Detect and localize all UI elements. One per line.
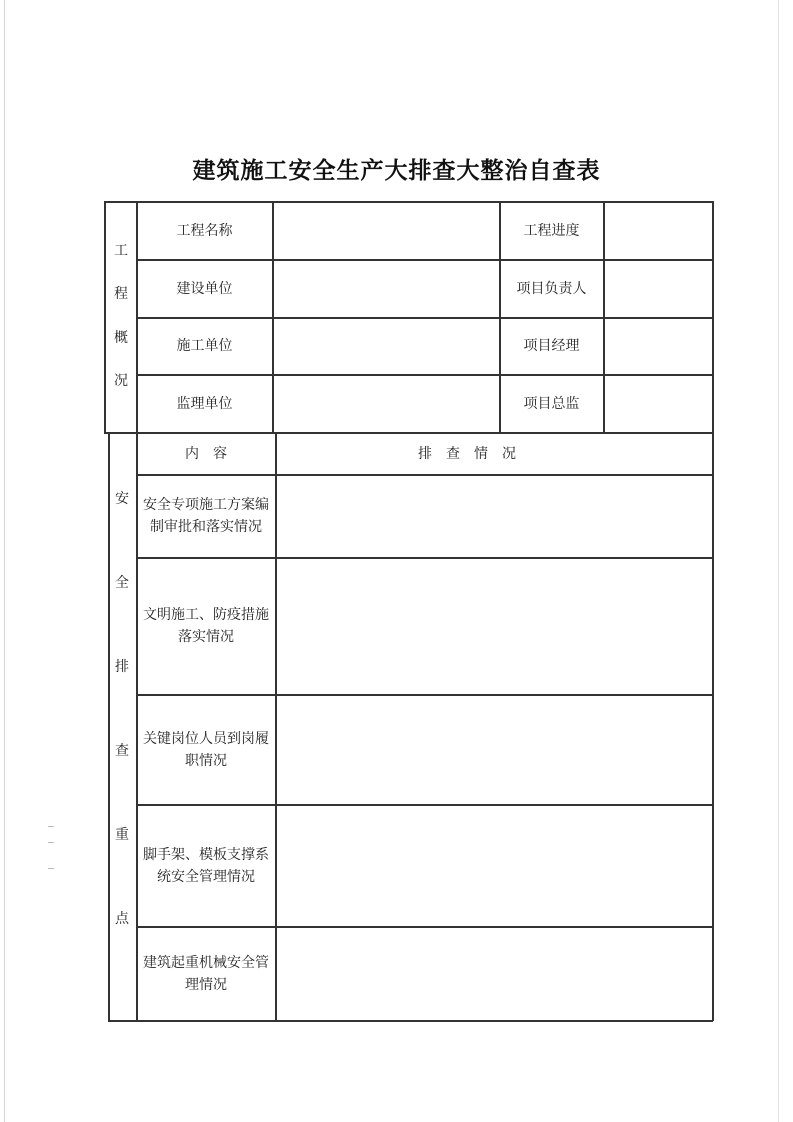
section-label-char: 工 (114, 243, 128, 259)
chief-supervisor-field[interactable] (604, 375, 712, 432)
inspection-item-content: 安全专项施工方案编制审批和落实情况 (143, 497, 269, 535)
supervision-unit-field[interactable] (273, 375, 499, 432)
document-title: 建筑施工安全生产大排查大整治自查表 (192, 157, 601, 184)
inspection-item-content: 关键岗位人员到岗履职情况 (143, 730, 269, 769)
supervision-unit-label: 监理单位 (176, 395, 233, 412)
section-label-char: 程 (114, 286, 128, 303)
content-column-header: 内 容 (185, 445, 227, 462)
section-label-char: 安 (115, 491, 129, 507)
inspection-item-status-field[interactable] (276, 475, 712, 557)
section-label-char: 况 (114, 372, 128, 389)
owner-unit-label: 建设单位 (176, 280, 233, 297)
project-leader-label: 项目负责人 (516, 280, 587, 297)
section-label-char: 概 (114, 329, 128, 346)
project-name-field[interactable] (273, 202, 499, 259)
binding-mark (48, 826, 54, 827)
owner-unit-field[interactable] (273, 260, 499, 317)
inspection-item-status-field[interactable] (276, 695, 712, 804)
binding-mark (48, 842, 54, 843)
inspection-item-content: 建筑起重机械安全管理情况 (143, 954, 269, 993)
project-manager-label: 项目经理 (523, 338, 580, 354)
overview-section-label (106, 240, 136, 390)
status-column-header: 排 查 情 况 (418, 445, 516, 462)
section-label-char: 重 (115, 827, 129, 843)
inspection-item-status-field[interactable] (276, 805, 712, 926)
inspection-item-content: 文明施工、防疫措施落实情况 (143, 607, 269, 645)
section-label-char: 排 (115, 659, 129, 675)
inspection-item-status-field[interactable] (276, 927, 712, 1020)
inspection-section-label (108, 488, 136, 928)
inspection-item-content: 脚手架、模板支撑系统安全管理情况 (143, 846, 269, 885)
binding-mark (48, 868, 54, 869)
project-name-label: 工程名称 (176, 222, 233, 239)
chief-supervisor-label: 项目总监 (523, 395, 580, 412)
project-progress-label: 工程进度 (523, 222, 580, 239)
inspection-item-status-field[interactable] (276, 558, 712, 694)
project-leader-field[interactable] (604, 260, 712, 317)
project-manager-field[interactable] (604, 318, 712, 374)
section-label-char: 全 (115, 575, 129, 591)
contractor-unit-label: 施工单位 (176, 338, 233, 354)
section-label-char: 查 (115, 743, 129, 759)
contractor-unit-field[interactable] (273, 318, 499, 374)
section-label-char: 点 (115, 911, 129, 927)
project-progress-field[interactable] (604, 202, 712, 259)
